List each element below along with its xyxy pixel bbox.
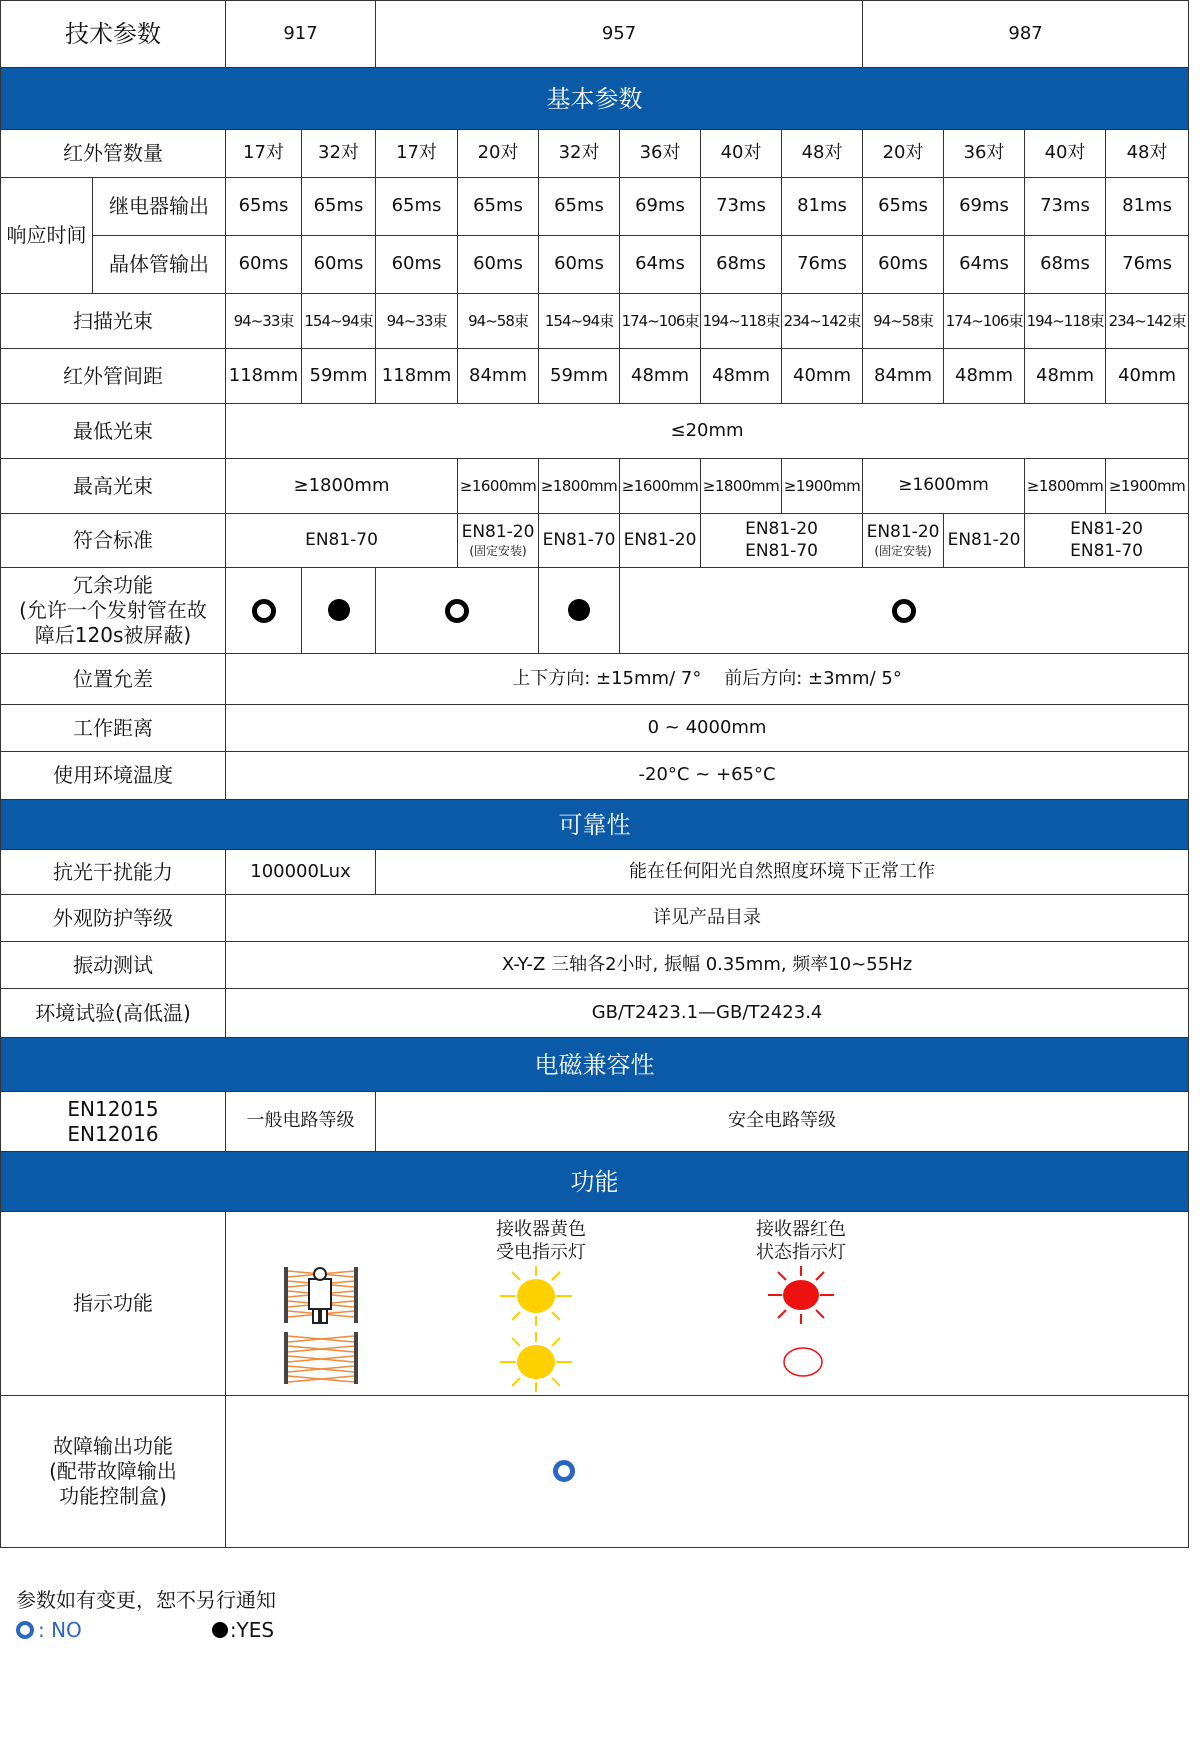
cell: 94~33束 — [226, 294, 302, 349]
cell — [863, 514, 944, 568]
mark-cell — [620, 568, 1189, 654]
row-indicator — [1, 1212, 1189, 1396]
no-mark — [553, 1460, 575, 1482]
no-mark — [252, 599, 276, 623]
cell: 234~142束 — [1106, 294, 1189, 349]
cell: 60ms — [863, 236, 944, 294]
cell: ≥1600mm — [620, 459, 701, 514]
legend-yes-label: :YES — [229, 1618, 275, 1642]
legend-yes — [212, 1618, 274, 1642]
row-emc — [1, 1092, 1189, 1152]
row-label: 指示功能 — [1, 1212, 226, 1396]
cell: 59mm — [302, 349, 376, 404]
cell: 48mm — [1025, 349, 1106, 404]
legend — [16, 1618, 274, 1642]
indicator-diagram — [226, 1212, 1188, 1395]
cell: 94~33束 — [376, 294, 458, 349]
mark-cell — [226, 568, 302, 654]
cell: 60ms — [458, 236, 539, 294]
cell: ≥1600mm — [458, 459, 539, 514]
cell: 65ms — [226, 178, 302, 236]
cell: 65ms — [376, 178, 458, 236]
cell: 73ms — [701, 178, 782, 236]
yellow-led-on-icon — [498, 1266, 574, 1326]
cell: 36对 — [944, 130, 1025, 178]
no-legend-icon — [16, 1621, 34, 1639]
section-reliability: 可靠性 — [1, 800, 1189, 850]
transistor-output-label: 晶体管输出 — [93, 236, 226, 294]
cell: 154~94束 — [302, 294, 376, 349]
cell: 0 ~ 4000mm — [226, 705, 1189, 752]
yes-mark — [328, 599, 350, 621]
cell: 20对 — [458, 130, 539, 178]
cell: ≥1800mm — [226, 459, 458, 514]
cell: 69ms — [620, 178, 701, 236]
cell: ≥1800mm — [701, 459, 782, 514]
cell: 60ms — [539, 236, 620, 294]
row-label: 抗光干扰能力 — [1, 850, 226, 895]
row-max-beam — [1, 459, 1189, 514]
cell: 69ms — [944, 178, 1025, 236]
cell: 59mm — [539, 349, 620, 404]
cell: 65ms — [539, 178, 620, 236]
cell: 60ms — [226, 236, 302, 294]
row-standard — [1, 514, 1189, 568]
row-anti-light — [1, 850, 1189, 895]
cell: ≥1600mm — [863, 459, 1025, 514]
header-row — [1, 1, 1189, 68]
row-response-relay — [1, 178, 1189, 236]
cell: 194~118束 — [701, 294, 782, 349]
cell: 65ms — [302, 178, 376, 236]
mark-cell — [376, 568, 539, 654]
row-ir-count — [1, 130, 1189, 178]
cell: 48mm — [701, 349, 782, 404]
yes-legend-icon — [212, 1622, 228, 1638]
response-time-label: 响应时间 — [1, 178, 93, 294]
cell: 详见产品目录 — [226, 895, 1189, 942]
cell: EN81-70 — [226, 514, 458, 568]
std-text: EN81-70 — [1070, 540, 1143, 561]
row-vibration — [1, 942, 1189, 989]
label-line: 状态指示灯 — [756, 1242, 846, 1264]
relay-output-label: 继电器输出 — [93, 178, 226, 236]
cell: 234~142束 — [782, 294, 863, 349]
std-text: EN81-70 — [745, 540, 818, 561]
cell: 40mm — [782, 349, 863, 404]
cell: 84mm — [458, 349, 539, 404]
row-label: 振动测试 — [1, 942, 226, 989]
cell: 20对 — [863, 130, 944, 178]
cell: 60ms — [376, 236, 458, 294]
red-led-off-icon — [781, 1344, 825, 1380]
cell: -20°C ~ +65°C — [226, 752, 1189, 800]
fault-mark-cell — [226, 1396, 1189, 1548]
label-line: 接收器红色 — [756, 1219, 846, 1240]
cell: 118mm — [226, 349, 302, 404]
red-led-on-icon — [766, 1266, 836, 1324]
cell: 73ms — [1025, 178, 1106, 236]
cell: 118mm — [376, 349, 458, 404]
cell: 76ms — [1106, 236, 1189, 294]
cell: 68ms — [1025, 236, 1106, 294]
yes-mark — [568, 599, 590, 621]
no-mark — [445, 599, 469, 623]
cell: 能在任何阳光自然照度环境下正常工作 — [376, 850, 1189, 895]
row-env-test — [1, 989, 1189, 1038]
yellow-led-label — [486, 1218, 596, 1265]
std-text: EN81-20 — [1070, 519, 1143, 540]
row-min-beam — [1, 404, 1189, 459]
cell: 94~58束 — [863, 294, 944, 349]
cell: 154~94束 — [539, 294, 620, 349]
model-917: 917 — [226, 1, 376, 68]
label-line: 接收器黄色 — [496, 1219, 586, 1240]
cell: 100000Lux — [226, 850, 376, 895]
row-label: 最高光束 — [1, 459, 226, 514]
light-curtain-blocked-icon — [281, 1265, 361, 1325]
light-curtain-clear-icon — [281, 1330, 361, 1386]
legend-no-label: : NO — [38, 1618, 82, 1642]
cell: ≥1900mm — [782, 459, 863, 514]
header-label: 技术参数 — [1, 1, 226, 68]
cell: 174~106束 — [620, 294, 701, 349]
cell: 32对 — [302, 130, 376, 178]
cell: 17对 — [226, 130, 302, 178]
row-label — [1, 568, 226, 654]
label-line: 功能控制盒) — [59, 1484, 167, 1508]
row-label: 工作距离 — [1, 705, 226, 752]
row-temp — [1, 752, 1189, 800]
cell: 32对 — [539, 130, 620, 178]
cell: ≥1900mm — [1106, 459, 1189, 514]
row-label: 扫描光束 — [1, 294, 226, 349]
cell: 94~58束 — [458, 294, 539, 349]
cell: 174~106束 — [944, 294, 1025, 349]
cell: 84mm — [863, 349, 944, 404]
cell: EN81-20 — [620, 514, 701, 568]
mark-cell — [302, 568, 376, 654]
cell: 81ms — [1106, 178, 1189, 236]
cell: ≥1800mm — [1025, 459, 1106, 514]
mark-cell — [539, 568, 620, 654]
no-mark — [892, 599, 916, 623]
row-label: 位置允差 — [1, 654, 226, 705]
row-label — [1, 1396, 226, 1548]
cell — [458, 514, 539, 568]
model-987: 987 — [863, 1, 1189, 68]
cell: 48mm — [944, 349, 1025, 404]
row-redundancy — [1, 568, 1189, 654]
row-label: 环境试验(高低温) — [1, 989, 226, 1038]
cell: 一般电路等级 — [226, 1092, 376, 1152]
std-text: EN81-20 — [745, 519, 818, 540]
cell: 68ms — [701, 236, 782, 294]
row-label: 外观防护等级 — [1, 895, 226, 942]
cell: 65ms — [458, 178, 539, 236]
footer-note: 参数如有变更，恕不另行通知 — [16, 1588, 276, 1612]
cell — [701, 514, 863, 568]
cell: 48mm — [620, 349, 701, 404]
cell: 64ms — [944, 236, 1025, 294]
label-line: EN12015 — [67, 1096, 159, 1121]
cell: 40对 — [701, 130, 782, 178]
std-text: EN81-20 — [461, 522, 535, 543]
section-basic: 基本参数 — [1, 68, 1189, 130]
cell: 48对 — [1106, 130, 1189, 178]
cell: 40对 — [1025, 130, 1106, 178]
model-957: 957 — [376, 1, 863, 68]
section-function: 功能 — [1, 1152, 1189, 1212]
row-fault-output — [1, 1396, 1189, 1548]
cell: 17对 — [376, 130, 458, 178]
row-tolerance — [1, 654, 1189, 705]
label-line: EN12016 — [67, 1121, 159, 1146]
row-label — [1, 1092, 226, 1152]
cell: 40mm — [1106, 349, 1189, 404]
row-distance — [1, 705, 1189, 752]
std-text: EN81-20 — [866, 522, 940, 543]
row-label: 符合标准 — [1, 514, 226, 568]
row-label: 红外管数量 — [1, 130, 226, 178]
cell: 81ms — [782, 178, 863, 236]
cell: 上下方向: ±15mm/ 7° 前后方向: ±3mm/ 5° — [226, 654, 1189, 705]
row-label: 红外管间距 — [1, 349, 226, 404]
row-response-transistor — [1, 236, 1189, 294]
cell: 36对 — [620, 130, 701, 178]
cell: 48对 — [782, 130, 863, 178]
label-line: 障后120s被屏蔽) — [34, 623, 192, 647]
row-beams — [1, 294, 1189, 349]
cell: 安全电路等级 — [376, 1092, 1189, 1152]
std-note: (固定安装) — [469, 543, 527, 558]
cell: 64ms — [620, 236, 701, 294]
indicator-cell — [226, 1212, 1189, 1396]
cell: ≥1800mm — [539, 459, 620, 514]
row-label: 最低光束 — [1, 404, 226, 459]
cell — [1025, 514, 1189, 568]
cell: EN81-70 — [539, 514, 620, 568]
cell: EN81-20 — [944, 514, 1025, 568]
label-line: (配带故障输出 — [49, 1459, 177, 1483]
cell: 65ms — [863, 178, 944, 236]
red-led-label — [746, 1218, 856, 1265]
label-line: 冗余功能 — [73, 573, 153, 597]
cell: 60ms — [302, 236, 376, 294]
section-emc: 电磁兼容性 — [1, 1038, 1189, 1092]
row-label: 使用环境温度 — [1, 752, 226, 800]
cell: X-Y-Z 三轴各2小时, 振幅 0.35mm, 频率10~55Hz — [226, 942, 1189, 989]
cell: ≤20mm — [226, 404, 1189, 459]
cell: 194~118束 — [1025, 294, 1106, 349]
label-line: (允许一个发射管在故 — [19, 598, 207, 622]
row-pitch — [1, 349, 1189, 404]
label-line: 受电指示灯 — [496, 1242, 586, 1264]
cell: GB/T2423.1—GB/T2423.4 — [226, 989, 1189, 1038]
label-line: 故障输出功能 — [53, 1434, 173, 1458]
row-ip — [1, 895, 1189, 942]
std-note: (固定安装) — [874, 543, 932, 558]
cell: 76ms — [782, 236, 863, 294]
yellow-led-on-icon — [498, 1332, 574, 1392]
